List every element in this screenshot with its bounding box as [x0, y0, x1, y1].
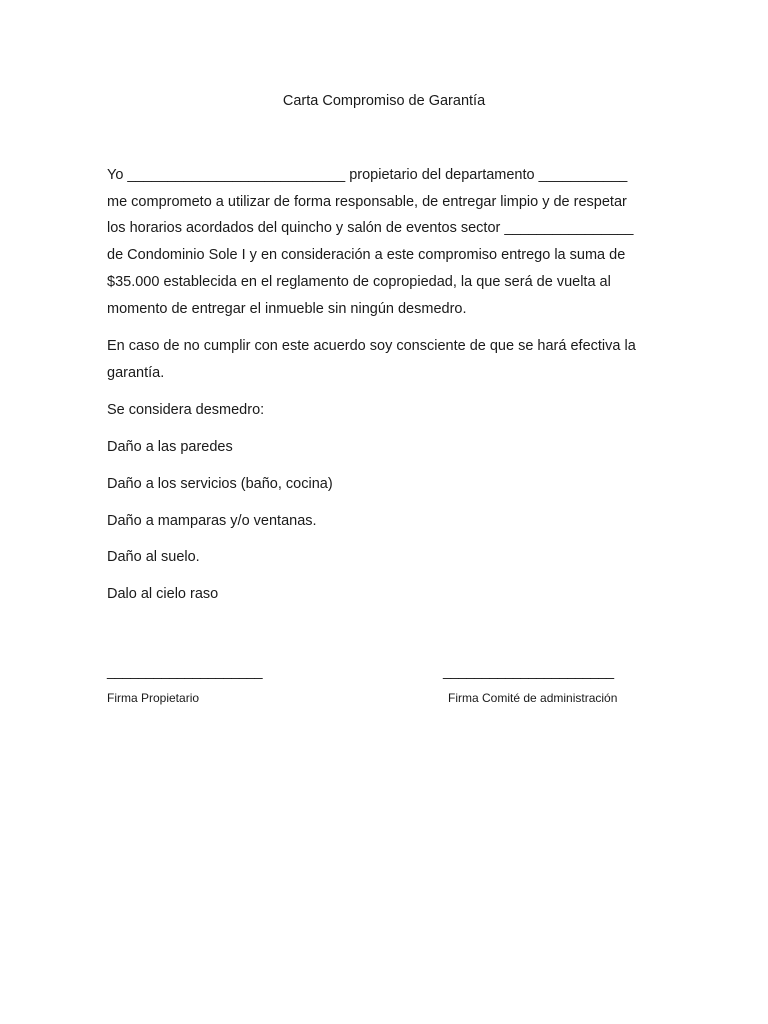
committee-signature-label: Firma Comité de administración — [448, 691, 618, 705]
desmedro-item: Dalo al cielo raso — [107, 586, 219, 602]
owner-signature-label: Firma Propietario — [107, 691, 200, 705]
committee-signature-line: ______________________ — [443, 664, 614, 680]
desmedro-item: Daño a los servicios (baño, cocina) — [107, 476, 333, 492]
desmedro-item: Daño al suelo. — [107, 549, 200, 565]
paragraph-line: momento de entregar el inmueble sin ningún desmedro. — [107, 300, 467, 317]
owner-signature-line: ____________________ — [107, 664, 263, 680]
paragraph-line: me comprometo a utilizar de forma responsable, de entregar limpio y de respetar — [107, 193, 627, 210]
paragraph-line: $35.000 establecida en el reglamento de copropiedad, la que será de vuelta al — [107, 273, 611, 290]
document-title: Carta Compromiso de Garantía — [282, 93, 486, 109]
paragraph-line: los horarios acordados del quincho y salón de eventos sector ________________ — [107, 220, 634, 237]
paragraph-line: garantía. — [107, 364, 165, 381]
guarantee-paragraph — [107, 333, 667, 386]
paragraph-line: En caso de no cumplir con este acuerdo soy consciente de que se hará efectiva la — [107, 338, 636, 354]
paragraph-line: Yo ___________________________ propietario del departamento ___________ — [107, 167, 628, 183]
desmedro-item: Daño a mamparas y/o ventanas. — [107, 513, 317, 529]
commitment-paragraph — [107, 162, 667, 322]
desmedro-heading: Se considera desmedro: — [107, 402, 265, 418]
paragraph-line: de Condominio Sole I y en consideración a este compromiso entrego la suma de — [107, 247, 626, 264]
desmedro-item: Daño a las paredes — [107, 439, 233, 455]
